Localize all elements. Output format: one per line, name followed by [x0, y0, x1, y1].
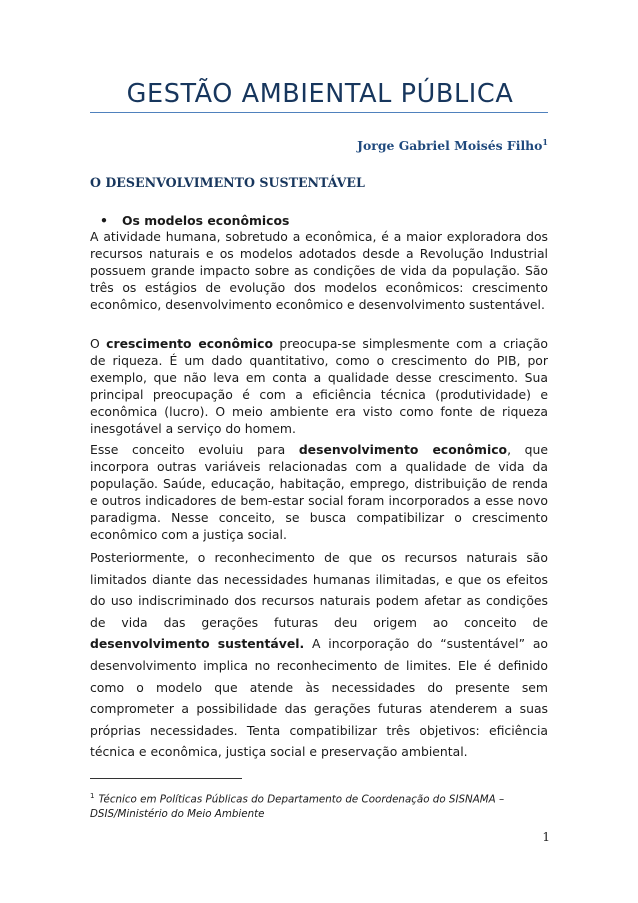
- paragraph-4-bold: desenvolvimento sustentável.: [90, 636, 305, 652]
- author-footnote-mark: 1: [542, 136, 548, 147]
- paragraph-1: A atividade humana, sobretudo a econômica, é a maior exploradora dos recursos naturais e os modelos adotados desde a Revolução Industrial possuem grande impacto sobre as condições de vida da população. São três os estágios de evolução dos modelos econômicos: crescimento econômico, desenvolvimento econômico e desenvolvimento sustentável.: [90, 229, 548, 313]
- paragraph-4-text-b: A incorporação do “sustentável” ao desenvolvimento implica no reconhecimento de limites. Ele é definido como o modelo que atende às necessidades do presente sem comprometer a possibilidade das gerações futuras atenderem a suas próprias necessidades. Tenta compatibilizar três objetivos: eficiência técnica e econômica, justiça social e preservação ambiental.: [90, 636, 548, 760]
- footnote: [90, 789, 548, 822]
- paragraph-3-text-b: , que incorpora outras variáveis relacionadas com a qualidade de vida da população. Saúde, educação, habitação, emprego, distribuição de renda e outros indicadores de bem-estar social foram incorporados a esse novo paradigma. Nesse conceito, se busca compatibilizar o crescimento econômico com a justiça social.: [90, 442, 548, 543]
- author-text: Jorge Gabriel Moisés Filho: [357, 138, 543, 153]
- paragraph-4-text-a: Posteriormente, o reconhecimento de que os recursos naturais são limitados diante das necessidades humanas ilimitadas, e que os efeitos do uso indiscriminado dos recursos naturais podem afetar as condições de vida das gerações futuras deu origem ao conceito de: [90, 550, 548, 630]
- page-number: 1: [542, 830, 550, 844]
- paragraph-2: [90, 335, 548, 438]
- bullet-text: Os modelos econômicos: [122, 213, 290, 228]
- paragraph-2-bold: crescimento econômico: [106, 336, 273, 351]
- paragraph-2-text-a: O: [90, 336, 107, 351]
- paragraph-3-text-a: Esse conceito evoluiu para: [90, 442, 299, 457]
- title-divider: [90, 112, 548, 113]
- page-title: GESTÃO AMBIENTAL PÚBLICA: [126, 79, 514, 109]
- footnote-text: Técnico em Políticas Públicas do Departamento de Coordenação do SISNAMA – DSIS/Ministério do Meio Ambiente: [90, 793, 505, 821]
- paragraph-2-text-b: preocupa-se simplesmente com a criação de riqueza. É um dado quantitativo, como o crescimento do PIB, por exemplo, que não leva em conta a qualidade desse crescimento. Sua principal preocupação é com a eficiência técnica (produtividade) e econômica (lucro). O meio ambiente era visto como fonte de riqueza inesgotável a serviço do homem.: [90, 336, 548, 437]
- paragraph-3: [90, 441, 548, 544]
- section-heading: O DESENVOLVIMENTO SUSTENTÁVEL: [90, 175, 365, 190]
- paragraph-3-bold: desenvolvimento econômico: [298, 442, 508, 457]
- footnote-divider: [90, 778, 242, 779]
- bullet-icon: •: [100, 213, 108, 228]
- bullet-item: [100, 212, 289, 229]
- author-name: [300, 138, 548, 154]
- paragraph-4: [90, 547, 548, 763]
- footnote-mark: 1: [90, 792, 95, 800]
